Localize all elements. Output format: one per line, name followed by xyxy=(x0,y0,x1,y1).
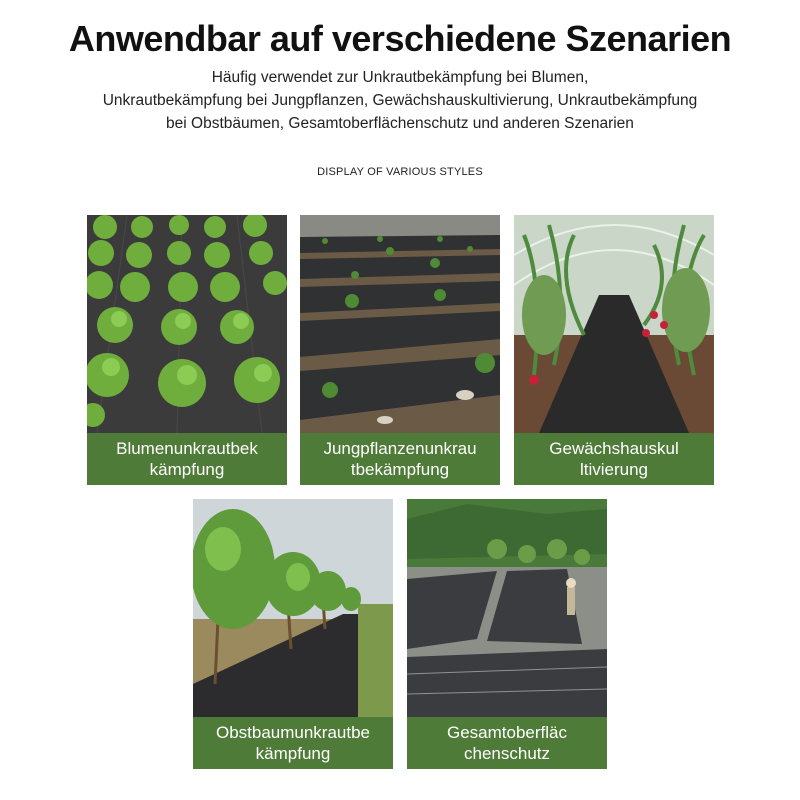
description-line: Unkrautbekämpfung bei Jungpflanzen, Gewächshauskultivierung, Unkrautbekämpfung xyxy=(102,92,698,109)
page-description xyxy=(60,66,740,135)
scenario-card-field-cover xyxy=(407,499,607,769)
section-label: DISPLAY OF VARIOUS STYLES xyxy=(317,166,483,178)
scenario-caption: Blumenunkrautbek kämpfung xyxy=(87,433,287,485)
description-line: bei Obstbäumen, Gesamtoberflächenschutz und anderen Szenarien xyxy=(166,115,634,132)
scenario-card-flowers xyxy=(87,215,287,485)
scenario-card-young-plants xyxy=(300,215,500,485)
page-title: Anwendbar auf verschiedene Szenarien xyxy=(68,18,732,59)
flower-seedlings-photo xyxy=(87,215,287,433)
scenario-caption: Gesamtoberfläc chenschutz xyxy=(407,717,607,769)
scenario-caption: Gewächshauskul ltivierung xyxy=(514,433,714,485)
young-plants-rows-photo xyxy=(300,215,500,433)
scenario-caption: Obstbaumunkrautbe kämpfung xyxy=(193,717,393,769)
scenario-caption: Jungpflanzenunkrau tbekämpfung xyxy=(300,433,500,485)
fruit-tree-row-photo xyxy=(193,499,393,717)
field-cover-photo xyxy=(407,499,607,717)
scenario-card-fruit-trees xyxy=(193,499,393,769)
greenhouse-dragonfruit-photo xyxy=(514,215,714,433)
scenario-card-greenhouse xyxy=(514,215,714,485)
description-line: Häufig verwendet zur Unkrautbekämpfung bei Blumen, xyxy=(211,69,589,86)
